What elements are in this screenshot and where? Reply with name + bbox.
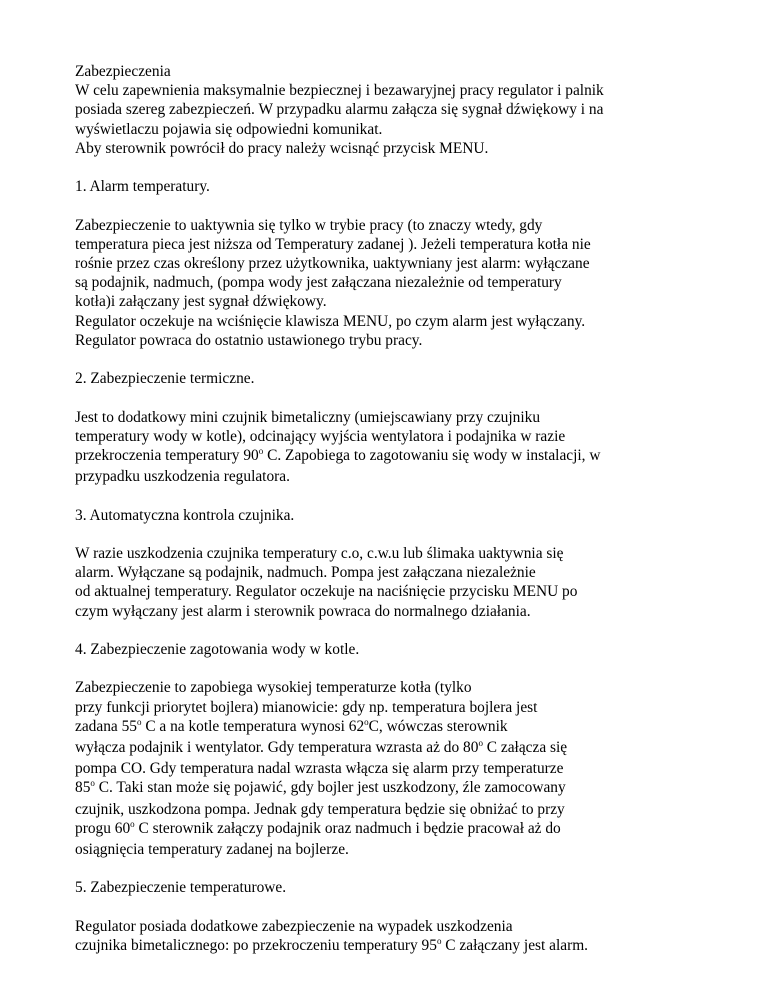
text-line: pompa CO. Gdy temperatura nadal wzrasta włącza się alarm przy temperaturze	[75, 760, 564, 778]
text-span: zadana 55	[75, 717, 137, 735]
document-title: Zabezpieczenia	[75, 63, 171, 80]
degree-mark: o	[90, 778, 95, 789]
text-line	[75, 936, 755, 957]
text-line: osiągnięcia temperatury zadanej na bojlerze.	[75, 841, 349, 858]
text-span: progu 60	[75, 819, 131, 837]
section-5-heading-block	[75, 878, 755, 897]
degree-mark: o	[130, 818, 135, 829]
section-1-heading-block	[75, 177, 755, 196]
text-span: C załącza się	[482, 738, 568, 756]
text-span: przekroczenia temperatury 90	[75, 447, 259, 464]
text-line: kotła)i załączany jest sygnał dźwiękowy.	[75, 293, 327, 311]
degree-mark: o	[136, 716, 142, 727]
section-5-body	[75, 917, 755, 957]
text-line: W celu zapewnienia maksymalnie bezpiecznej i bezawaryjnej pracy regulator i palnik	[75, 82, 604, 100]
text-line	[75, 778, 755, 799]
text-span: wyłącza podajnik i wentylator. Gdy temperatura wzrasta aż do 80	[75, 738, 479, 756]
text-line: posiada szereg zabezpieczeń. W przypadku alarmu załącza się sygnał dźwiękowy i na	[75, 101, 604, 119]
text-span: czujnika bimetalicznego: po przekroczeniu temperatury 95	[75, 936, 437, 954]
text-line: Regulator powraca do ostatnio ustawionego trybu pracy.	[75, 331, 423, 349]
text-line: alarm. Wyłączane są podajnik, nadmuch. Pompa jest załączana niezależnie	[75, 564, 536, 582]
degree-mark: o	[478, 737, 483, 748]
section-heading: 2. Zabezpieczenie termiczne.	[75, 370, 255, 388]
text-line: czym wyłączany jest alarm i sterownik powraca do normalnego działania.	[75, 602, 531, 620]
text-span: C. Zapobiega to zagotowaniu się wody w instalacji, w	[263, 447, 601, 464]
text-line	[75, 819, 755, 840]
text-line: W razie uszkodzenia czujnika temperatury c.o, c.w.u lub ślimaka uaktywnia się	[75, 544, 564, 562]
text-line: Jest to dodatkowy mini czujnik bimetaliczny (umiejscawiany przy czujniku	[75, 408, 541, 426]
text-line: rośnie przez czas określony przez użytkownika, uaktywniany jest alarm: wyłączane	[75, 255, 590, 272]
text-line: Regulator posiada dodatkowe zabezpieczenie na wypadek uszkodzenia	[75, 917, 513, 935]
intro-paragraph	[75, 62, 755, 158]
section-4-body	[75, 678, 755, 859]
section-2-body	[75, 408, 755, 487]
text-line: wyświetlaczu pojawia się odpowiedni komunikat.	[75, 120, 383, 138]
text-line	[75, 717, 755, 738]
section-4-heading-block	[75, 640, 755, 659]
section-3-heading-block	[75, 506, 755, 525]
section-heading: 5. Zabezpieczenie temperaturowe.	[75, 879, 287, 897]
text-line: czujnik, uszkodzona pompa. Jednak gdy temperatura będzie się obniżać to przy	[75, 800, 565, 818]
text-span: C sterownik załączy podajnik oraz nadmuch i będzie pracował aż do	[134, 819, 561, 837]
section-heading: 3. Automatyczna kontrola czujnika.	[75, 506, 295, 524]
text-line: przy funkcji priorytet bojlera) mianowicie: gdy np. temperatura bojlera jest	[75, 698, 538, 716]
section-2-heading-block	[75, 369, 755, 388]
section-3-body	[75, 544, 755, 621]
degree-mark: o	[436, 935, 442, 946]
text-line: od aktualnej temperatury. Regulator oczekuje na naciśnięcie przycisku MENU po	[75, 583, 578, 601]
degree-mark: o	[258, 446, 264, 456]
text-line: temperatura pieca jest niższa od Temperatury zadanej ). Jeżeli temperatura kotła nie	[75, 235, 591, 253]
text-span: C, wówczas sterownik	[368, 717, 508, 735]
text-line: są podajnik, nadmuch, (pompa wody jest załączana niezależnie od temperatury	[75, 274, 562, 292]
text-line: temperatury wody w kotle), odcinający wyjścia wentylatora i podajnika w razie	[75, 427, 566, 445]
text-line: przypadku uszkodzenia regulatora.	[75, 468, 290, 486]
text-line	[75, 738, 755, 759]
document-page	[75, 62, 755, 976]
text-line: Zabezpieczenie to zapobiega wysokiej temperaturze kotła (tylko	[75, 679, 472, 697]
section-1-body	[75, 216, 755, 350]
text-line: Regulator oczekuje na wciśnięcie klawisza MENU, po czym alarm jest wyłączany.	[75, 312, 586, 330]
degree-mark: o	[364, 716, 369, 727]
text-span: 85	[75, 779, 91, 797]
text-line	[75, 446, 755, 467]
section-heading: 1. Alarm temperatury.	[75, 178, 210, 196]
text-line: Zabezpieczenie to uaktywnia się tylko w trybie pracy (to znaczy wtedy, gdy	[75, 216, 543, 234]
text-span: C a na kotle temperatura wynosi 62	[141, 717, 365, 735]
text-span: C. Taki stan może się pojawić, gdy bojler jest uszkodzony, źle zamocowany	[94, 779, 566, 797]
section-heading: 4. Zabezpieczenie zagotowania wody w kotle.	[75, 640, 360, 658]
text-line: Aby sterownik powrócił do pracy należy wcisnąć przycisk MENU.	[75, 139, 489, 157]
text-span: C załączany jest alarm.	[441, 936, 589, 954]
